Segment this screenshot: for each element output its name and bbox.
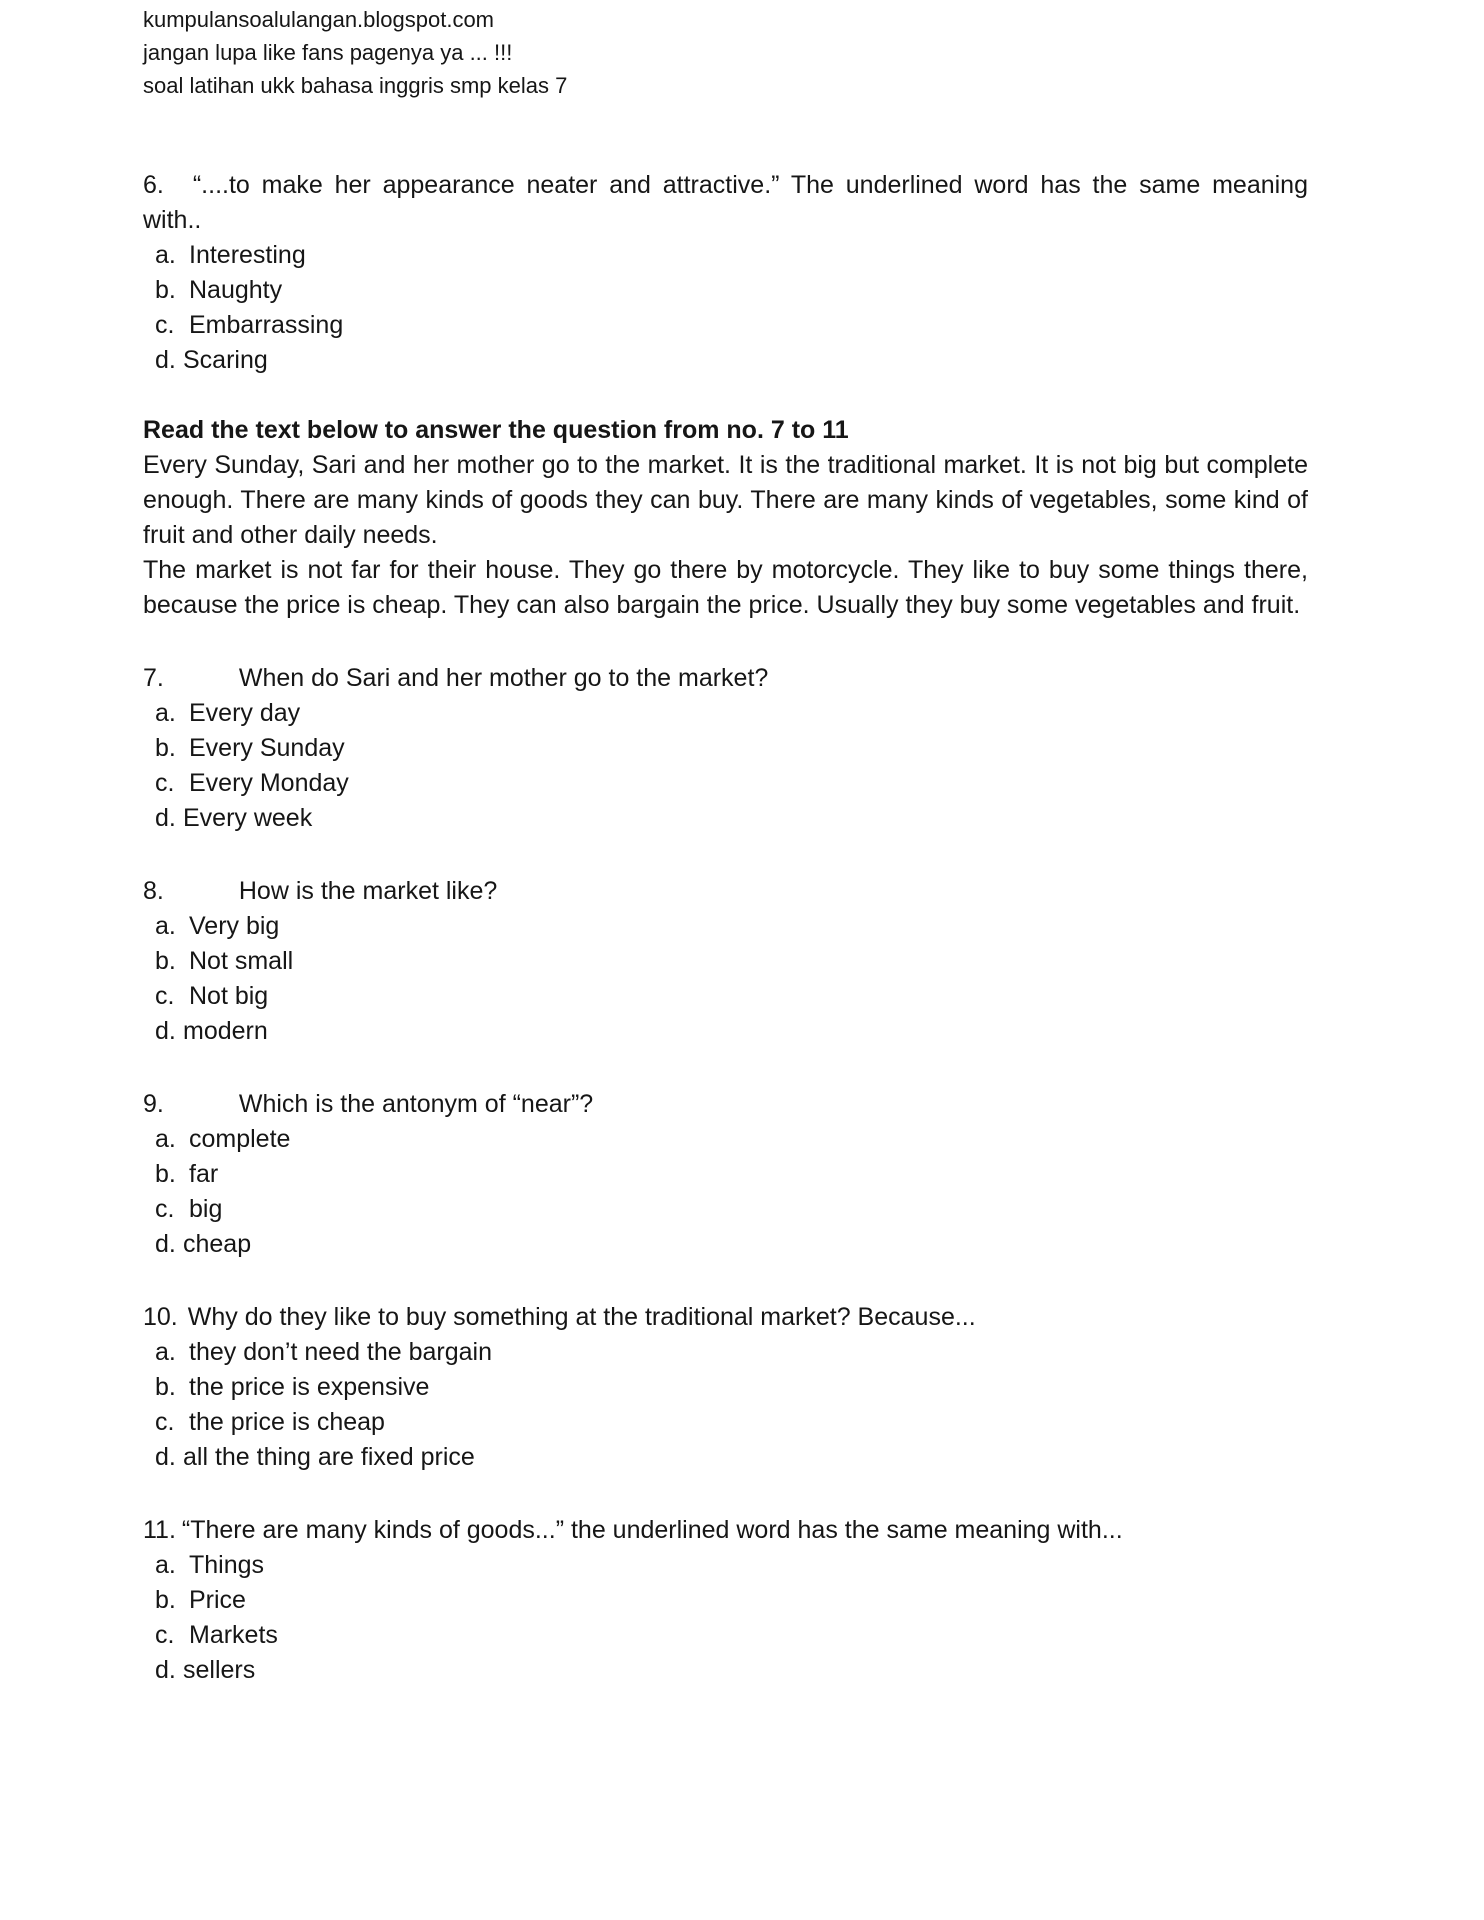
option-text: big: [189, 1195, 223, 1223]
option-text: Interesting: [189, 241, 306, 269]
tab-spacer: [164, 898, 239, 899]
option-letter: a.: [155, 241, 176, 269]
question-item-8: [143, 874, 1308, 1049]
option-letter: b.: [155, 1160, 176, 1188]
option-text: complete: [189, 1125, 291, 1153]
option-letter: c.: [155, 769, 175, 797]
option-row: [143, 909, 1308, 944]
question-stem-text: How is the market like?: [238, 877, 498, 905]
question-item-10: [143, 1300, 1308, 1475]
question-stem: [143, 1513, 1308, 1548]
option-letter: a.: [155, 912, 176, 940]
passage-paragraph: The market is not far for their house. They go there by motorcycle. They like to buy some things there, because the price is cheap. They can also bargain the price. Usually they buy some vegetables and fruit.: [143, 556, 1308, 619]
option-letter: c.: [155, 1195, 175, 1223]
question-stem: [143, 661, 1308, 696]
question-number: 8.: [143, 877, 164, 905]
question-item-7: [143, 661, 1308, 836]
option-row: [143, 766, 1308, 801]
option-row: [143, 1548, 1308, 1583]
option-text: Very big: [189, 912, 280, 940]
option-row: [143, 308, 1308, 343]
option-text: Not small: [189, 947, 294, 975]
option-letter: d.: [155, 804, 176, 832]
option-row: [143, 273, 1308, 308]
header-note-text: jangan lupa like fans pagenya ya ... !!!: [143, 40, 513, 65]
question-number: 7.: [143, 664, 164, 692]
option-letter: d.: [155, 1017, 176, 1045]
option-text: Embarrassing: [189, 311, 344, 339]
option-row: [143, 1653, 1308, 1688]
option-text: Not big: [189, 982, 269, 1010]
question-item-9: [143, 1087, 1308, 1262]
option-row: [143, 1370, 1308, 1405]
option-row: [143, 944, 1308, 979]
option-row: [143, 696, 1308, 731]
question-stem: [143, 1300, 1308, 1335]
question-stem-text: “....to make her appearance neater and attractive.” The underlined word has the same meaning with..: [143, 171, 1308, 234]
option-letter: b.: [155, 947, 176, 975]
option-text: they don’t need the bargain: [189, 1338, 493, 1366]
option-letter: b.: [155, 1373, 176, 1401]
option-text: Every week: [183, 804, 313, 832]
option-text: Every day: [189, 699, 301, 727]
blog-url-text: kumpulansoalulangan.blogspot.com: [143, 7, 495, 32]
tab-spacer: [164, 685, 239, 686]
option-text: far: [189, 1160, 219, 1188]
option-row: [143, 1583, 1308, 1618]
tab-spacer: [178, 1324, 188, 1325]
option-text: modern: [183, 1017, 268, 1045]
option-text: Naughty: [189, 276, 283, 304]
reading-passage: [143, 448, 1308, 623]
option-letter: a.: [155, 1338, 176, 1366]
option-text: Markets: [189, 1621, 278, 1649]
option-text: Scaring: [183, 346, 268, 374]
option-text: all the thing are fixed price: [183, 1443, 475, 1471]
option-letter: b.: [155, 734, 176, 762]
passage-paragraph: Every Sunday, Sari and her mother go to the market. It is the traditional market. It is not big but complete enough. There are many kinds of goods they can buy. There are many kinds of vegetables, some kind of fruit and other daily needs.: [143, 451, 1308, 549]
reading-instruction: Read the text below to answer the question from no. 7 to 11: [143, 416, 849, 444]
option-letter: a.: [155, 1551, 176, 1579]
option-row: [143, 1192, 1308, 1227]
header-subtitle-text: soal latihan ukk bahasa inggris smp kelas 7: [143, 73, 568, 98]
option-letter: b.: [155, 1586, 176, 1614]
option-text: cheap: [183, 1230, 252, 1258]
option-row: [143, 238, 1308, 273]
option-row: [143, 1157, 1308, 1192]
option-text: the price is cheap: [189, 1408, 385, 1436]
option-letter: a.: [155, 699, 176, 727]
question-stem: [143, 168, 1308, 238]
option-row: [143, 1440, 1308, 1475]
option-letter: d.: [155, 1656, 176, 1684]
option-letter: d.: [155, 1230, 176, 1258]
question-item-6: [143, 168, 1308, 378]
question-number: 6.: [143, 171, 164, 199]
option-row: [143, 343, 1308, 378]
question-stem-text: When do Sari and her mother go to the market?: [238, 664, 769, 692]
tab-spacer: [164, 192, 193, 193]
option-row: [143, 1122, 1308, 1157]
question-number: 11.: [143, 1516, 176, 1544]
tab-spacer: [164, 1111, 239, 1112]
question-item-11: [143, 1513, 1308, 1688]
option-letter: d.: [155, 1443, 176, 1471]
question-stem-text: Why do they like to buy something at the traditional market? Because...: [187, 1303, 976, 1331]
page-header: [143, 3, 1308, 102]
option-row: [143, 801, 1308, 836]
option-row: [143, 1618, 1308, 1653]
option-text: Every Monday: [189, 769, 349, 797]
option-row: [143, 731, 1308, 766]
option-letter: c.: [155, 982, 175, 1010]
question-stem-text: Which is the antonym of “near”?: [238, 1090, 594, 1118]
option-text: Every Sunday: [189, 734, 345, 762]
option-row: [143, 1227, 1308, 1262]
option-row: [143, 1335, 1308, 1370]
option-row: [143, 1405, 1308, 1440]
question-stem-text: “There are many kinds of goods...” the underlined word has the same meaning with...: [181, 1516, 1123, 1544]
question-number: 10.: [143, 1303, 178, 1331]
option-letter: b.: [155, 276, 176, 304]
option-row: [143, 1014, 1308, 1049]
question-number: 9.: [143, 1090, 164, 1118]
question-stem: [143, 1087, 1308, 1122]
option-letter: c.: [155, 311, 175, 339]
option-letter: a.: [155, 1125, 176, 1153]
option-row: [143, 979, 1308, 1014]
option-text: the price is expensive: [189, 1373, 430, 1401]
option-letter: c.: [155, 1408, 175, 1436]
option-letter: d.: [155, 346, 176, 374]
question-stem: [143, 874, 1308, 909]
option-text: sellers: [183, 1656, 256, 1684]
option-letter: c.: [155, 1621, 175, 1649]
option-text: Price: [189, 1586, 246, 1614]
option-text: Things: [189, 1551, 265, 1579]
